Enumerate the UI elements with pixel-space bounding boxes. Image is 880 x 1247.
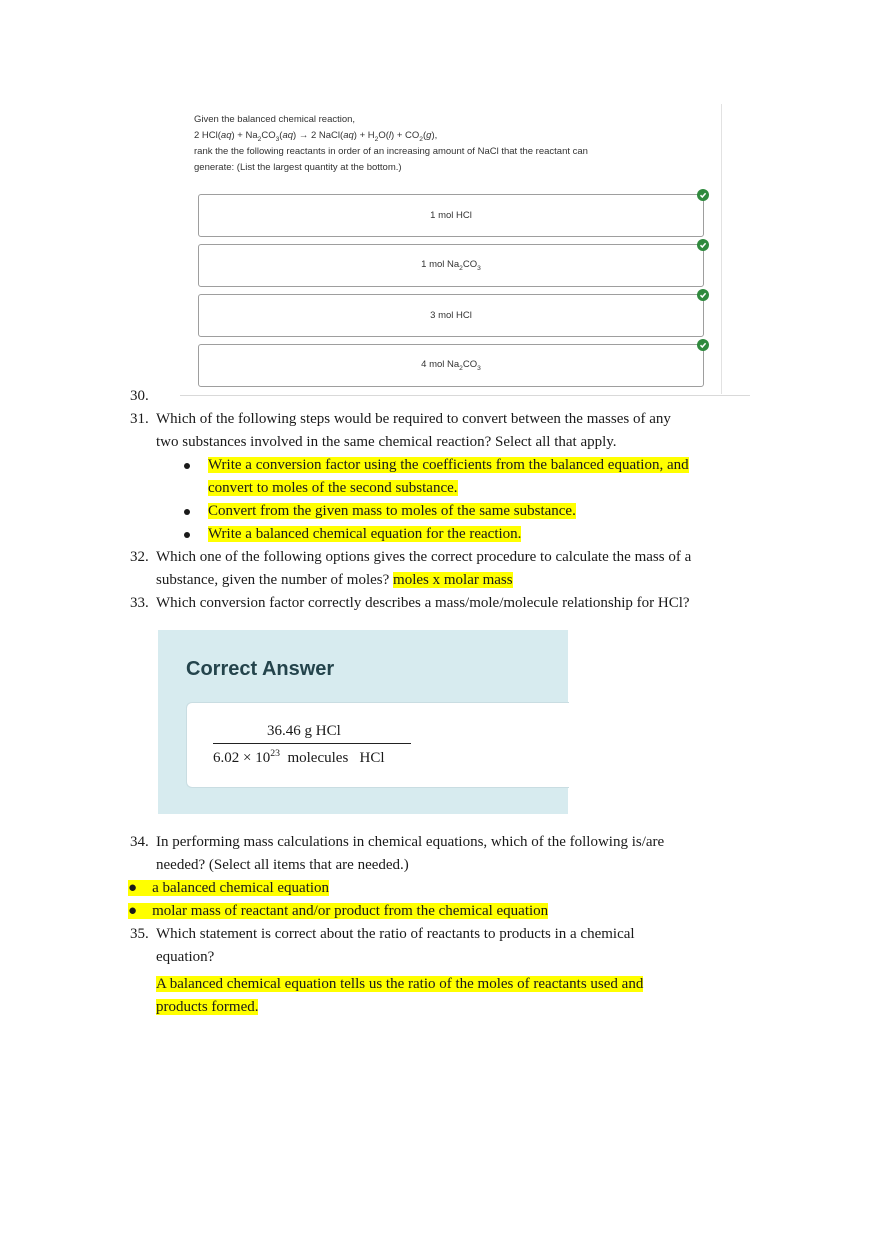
question-text: substance, given the number of moles? moles x molar mass (156, 572, 513, 588)
question-number: 34. (130, 834, 149, 850)
divider (721, 104, 722, 394)
answer-item: Write a balanced chemical equation for the reaction. (208, 526, 522, 542)
check-icon (697, 189, 709, 201)
rank-item[interactable] (198, 344, 704, 387)
question-number: 30. (130, 388, 149, 404)
question-text: Which one of the following options gives the correct procedure to calculate the mass of a (156, 549, 692, 565)
rank-item-label: 3 mol HCl (430, 310, 472, 321)
check-icon (697, 239, 709, 251)
question-text-line: rank the the following reactants in order of an increasing amount of NaCl that the reactant can (194, 146, 588, 157)
rank-item-label: 1 mol HCl (430, 210, 472, 221)
correct-answer-screenshot (158, 630, 568, 814)
answer-item: ● molar mass of reactant and/or product from the chemical equation (128, 903, 549, 919)
fraction-denominator: $6.02 \times 10^{23}$ molecules HCl (213, 748, 385, 766)
divider (180, 395, 750, 396)
rank-item[interactable] (198, 294, 704, 337)
rank-item-label: 1 mol $Na_2CO_3$ (421, 259, 481, 272)
bullet (184, 509, 190, 515)
correct-answer-title: Correct Answer (186, 658, 335, 680)
question-number: 35. (130, 926, 149, 942)
question-text: Which statement is correct about the ratio of reactants to products in a chemical (156, 926, 635, 942)
rank-item[interactable] (198, 244, 704, 287)
rank-item-label: 4 mol $Na_2CO_3$ (421, 359, 481, 372)
answer-item: A balanced chemical equation tells us the ratio of the moles of reactants used and (156, 976, 644, 992)
question-number: 31. (130, 411, 149, 427)
question-text: equation? (156, 949, 215, 965)
bullet (184, 463, 190, 469)
question-number: 32. (130, 549, 149, 565)
answer-card (186, 702, 569, 788)
answer-item: ● a balanced chemical equation (128, 880, 330, 896)
check-icon (697, 339, 709, 351)
fraction-bar (213, 743, 411, 744)
question-text-line: Given the balanced chemical reaction, (194, 114, 356, 125)
chemical-equation: 2 $HCl(aq) + Na_2CO_3(aq) \to 2$ NaCl(aq) + $H_2O(l) + CO_2(g)$, (194, 130, 438, 143)
bullet (184, 532, 190, 538)
question-text: needed? (Select all items that are needed.) (156, 857, 409, 873)
ranking-question-screenshot (180, 104, 722, 394)
answer-item: products formed. (156, 999, 259, 1015)
answer-item: moles x molar mass (393, 572, 513, 588)
answer-item: Write a conversion factor using the coefficients from the balanced equation, and (208, 457, 689, 473)
answer-item: convert to moles of the second substance. (208, 480, 458, 496)
question-text: two substances involved in the same chemical reaction? Select all that apply. (156, 434, 617, 450)
check-icon (697, 289, 709, 301)
fraction-numerator: 36.46 g HCl (267, 723, 341, 739)
answer-item: Convert from the given mass to moles of the same substance. (208, 503, 576, 519)
question-text: Which conversion factor correctly describes a mass/mole/molecule relationship for HCl? (156, 595, 690, 611)
question-number: 33. (130, 595, 149, 611)
question-text: Which of the following steps would be required to convert between the masses of any (156, 411, 671, 427)
question-text-line: generate: (List the largest quantity at the bottom.) (194, 162, 402, 173)
rank-item[interactable] (198, 194, 704, 237)
question-text: In performing mass calculations in chemical equations, which of the following is/are (156, 834, 665, 850)
